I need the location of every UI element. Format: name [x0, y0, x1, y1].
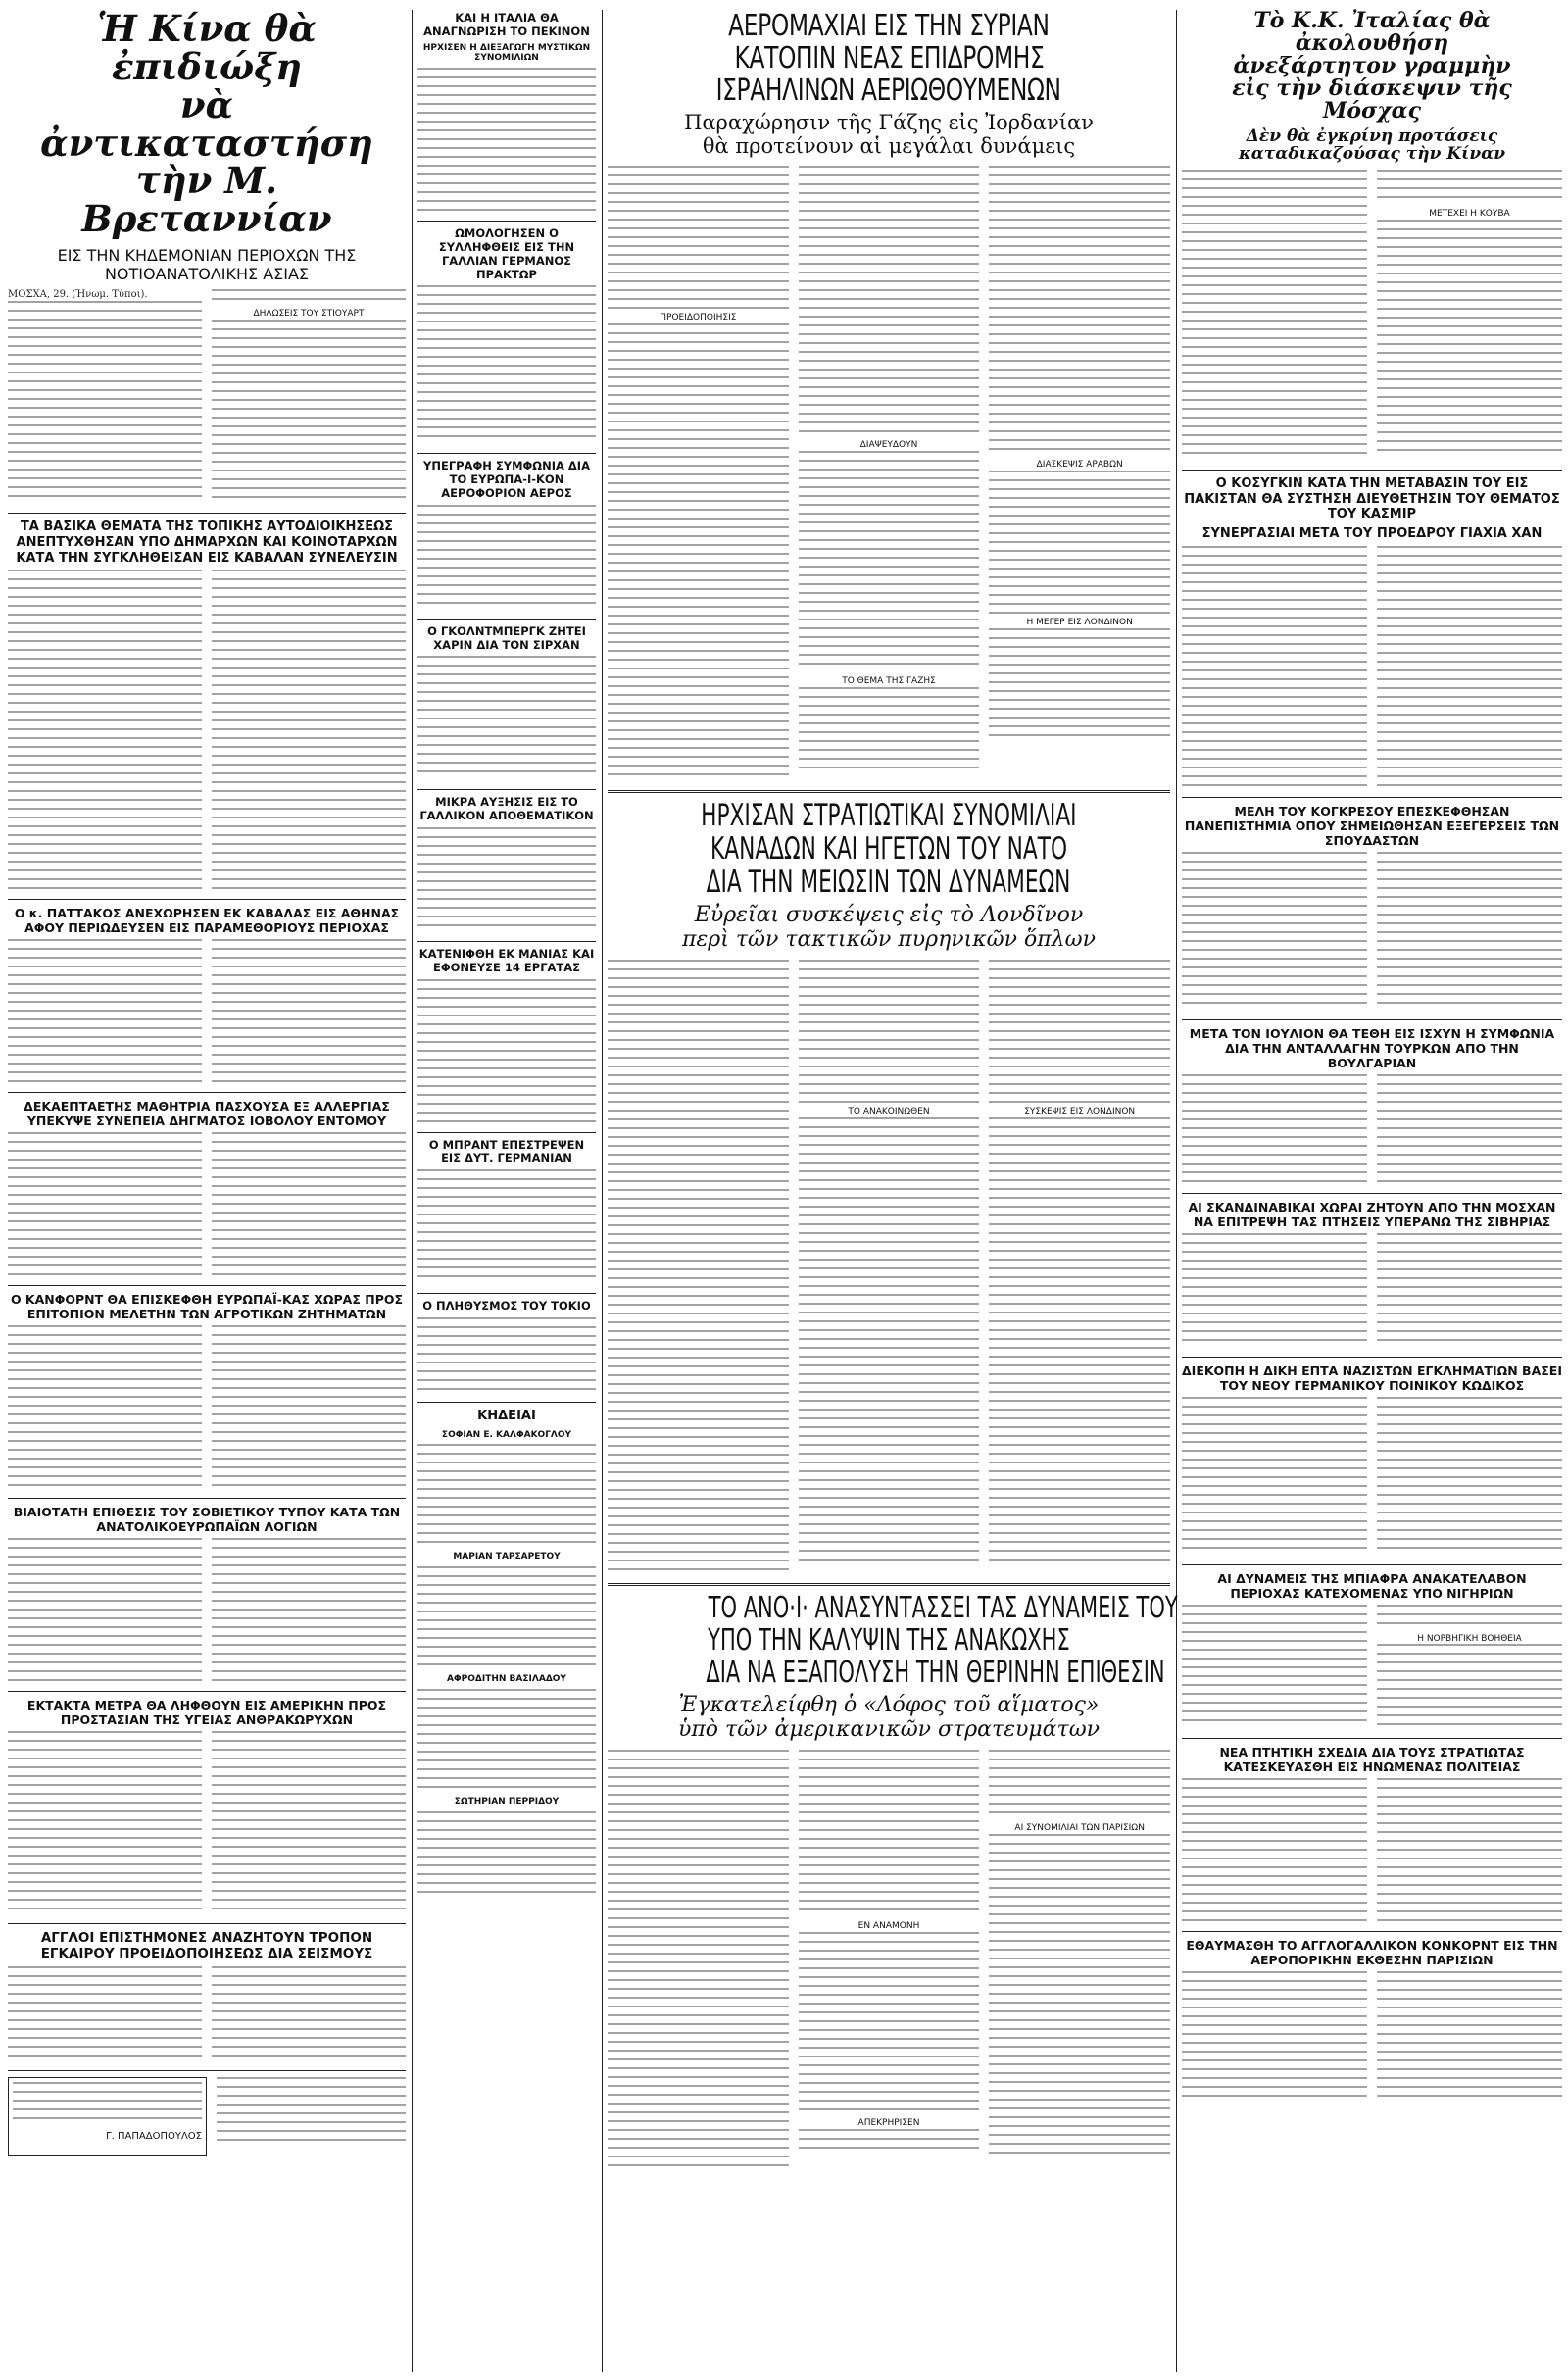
banner-headline	[608, 10, 1170, 107]
notice-box	[8, 2077, 207, 2156]
headline-line: νὰ ἀντικαταστήση	[40, 82, 373, 165]
article-headline: Ο ΜΠΡΑΝΤ ΕΠΕΣΤΡΕΨΕΝ ΕΙΣ ΔΥΤ. ΓΕΡΜΑΝΙΑΝ	[428, 1137, 585, 1165]
headline-line: ΔΙΑ ΝΑ ΕΞΑΠΟΛΥΣΗ ΤΗΝ ΘΕΡΙΝΗΝ ΕΠΙΘΕΣΙΝ	[706, 1656, 1165, 1691]
article-body	[799, 1932, 980, 2118]
column-rule	[602, 10, 603, 2372]
article-body	[608, 960, 789, 1577]
subheadline-line: ὑπὸ τῶν ἀμερικανικῶν στρατευμάτων	[677, 1717, 1101, 1743]
article-body	[212, 1538, 406, 1685]
article-body	[212, 1325, 406, 1492]
article-body	[1377, 1778, 1562, 1925]
lead-headline	[1182, 10, 1562, 123]
article-headline: ΩΜΟΛΟΓΗΣΕΝ Ο ΣΥΛΛΗΦΘΕΙΣ ΕΙΣ ΤΗΝ ΓΑΛΛΙΑΝ ΓΕΡΜΑΝΟΣ ΠΡΑΚΤΩΡ	[438, 226, 575, 281]
article-body	[1377, 220, 1562, 460]
article-body	[417, 1566, 596, 1674]
subheadline-line: Παραχώρησιν τῆς Γάζης εἰς Ἰορδανίαν	[684, 111, 1094, 134]
article-body	[799, 451, 980, 676]
lead-headline	[8, 7, 406, 241]
article-body	[608, 323, 789, 784]
article-body	[1377, 1233, 1562, 1351]
section-subhead: Η ΝΟΡΒΗΓΙΚΗ ΒΟΗΘΕΙΑ	[1417, 1633, 1522, 1644]
headline-line: Τὸ Κ.Κ. Ἰταλίας θὰ ἀκολουθήση	[1253, 8, 1491, 57]
article-headline: Ο ΚΟΣΥΓΚΙΝ ΚΑΤΑ ΤΗΝ ΜΕΤΑΒΑΣΙΝ ΤΟΥ ΕΙΣ ΠΑΚΙΣΤΑΝ ΘΑ ΣΥΣΤΗΣΗ ΔΙΕΥΘΕΤΗΣΙΝ ΤΟΥ ΘΕΜΑΤΟΣ ΤΟΥ ΚΑΣΜΙΡ	[1184, 476, 1560, 522]
article-body	[608, 166, 789, 313]
article-body	[1182, 852, 1367, 1014]
article-subheadline: ΣΥΝΕΡΓΑΣΙΑΙ ΜΕΤΑ ΤΟΥ ΠΡΟΕΔΡΟΥ ΓΙΑΧΙΑ ΧΑΝ	[1201, 525, 1543, 541]
article-body	[417, 1169, 596, 1287]
article-body	[212, 320, 406, 506]
article-headline: ΑΙ ΣΚΑΝΔΙΝΑΒΙΚΑΙ ΧΩΡΑΙ ΖΗΤΟΥΝ ΑΠΟ ΤΗΝ ΜΟΣΧΑΝ ΝΑ ΕΠΙΤΡΕΨΗ ΤΑΣ ΠΤΗΣΕΙΣ ΥΠΕΡΑΝΩ ΤΗΣ ΣΙΒΗΡΙΑΣ	[1188, 1199, 1556, 1229]
section-subhead: ΤΟ ΑΝΑΚΟΙΝΩΘΕΝ	[848, 1107, 930, 1117]
article-body	[417, 1811, 596, 1900]
section-subhead: ΔΙΑΣΚΕΨΙΣ ΑΡΑΒΩΝ	[1036, 460, 1123, 470]
headline-line: ἀνεξάρτητον γραμμὴν	[1233, 53, 1511, 79]
headline-line: εἰς τὴν διάσκεψιν τῆς Μόσχας	[1232, 75, 1512, 124]
column-rule	[412, 10, 413, 2372]
article-headline: ΒΙΑΙΟΤΑΤΗ ΕΠΙΘΕΣΙΣ ΤΟΥ ΣΟΒΙΕΤΙΚΟΥ ΤΥΠΟΥ ΚΑΤΑ ΤΩΝ ΑΝΑΤΟΛΙΚΟΕΥΡΩΠΑΪΩΝ ΛΟΓΙΩΝ	[13, 1505, 401, 1535]
article-body	[212, 289, 406, 309]
article-body	[1182, 1971, 1367, 2104]
article-body	[1182, 1605, 1367, 1732]
article-headline: ΔΕΚΑΕΠΤΑΕΤΗΣ ΜΑΘΗΤΡΙΑ ΠΑΣΧΟΥΣΑ ΕΞ ΑΛΛΕΡΓΙΑΣ ΥΠΕΚΥΨΕ ΣΥΝΕΠΕΙΑ ΔΗΓΜΑΤΟΣ ΙΟΒΟΛΟΥ ΕΝΤΟΜΟΥ	[24, 1099, 390, 1129]
article-body	[417, 1317, 596, 1396]
section-subhead: ΤΟ ΘΕΜΑ ΤΗΣ ΓΑΖΗΣ	[842, 675, 936, 686]
article-body	[1377, 1971, 1562, 2104]
article-headline: ΜΕΛΗ ΤΟΥ ΚΟΓΚΡΕΣΟΥ ΕΠΕΣΚΕΦΘΗΣΑΝ ΠΑΝΕΠΙΣΤΗΜΙΑ ΟΠΟΥ ΣΗΜΕΙΩΘΗΣΑΝ ΕΞΕΓΕΡΣΕΙΣ ΤΩΝ ΣΠΟΥΔΑΣΤΩΝ	[1184, 803, 1560, 848]
article-body	[1182, 1397, 1367, 1559]
article-body	[989, 1750, 1170, 1823]
article-headline: ΤΑ ΒΑΣΙΚΑ ΘΕΜΑΤΑ ΤΗΣ ΤΟΠΙΚΗΣ ΑΥΤΟΔΙΟΙΚΗΣΕΩΣ ΑΝΕΠΤΥΧΘΗΣΑΝ ΥΠΟ ΔΗΜΑΡΧΩΝ ΚΑΙ ΚΟΙΝΟΤΑΡΧΩΝ ΚΑΤΑ ΤΗΝ ΣΥΓΚΛΗΘΕΙΣΑΝ ΕΙΣ ΚΑΒΑΛΑΝ ΣΥΝΕΛΕΥΣΙΝ	[16, 520, 398, 566]
article-body	[417, 979, 596, 1126]
section-subhead: ΑΙ ΣΥΝΟΜΙΛΙΑΙ ΤΩΝ ΠΑΡΙΣΙΩΝ	[1014, 1823, 1145, 1834]
article-headline: ΜΕΤΑ ΤΟΝ ΙΟΥΛΙΟΝ ΘΑ ΤΕΘΗ ΕΙΣ ΙΣΧΥΝ Η ΣΥΜΦΩΝΙΑ ΔΙΑ ΤΗΝ ΑΝΤΑΛΛΑΓΗΝ ΤΟΥΡΚΩΝ ΑΠΟ ΤΗΝ ΒΟΥΛΓΑΡΙΑΝ	[1189, 1025, 1555, 1070]
article-body	[799, 2129, 980, 2158]
banner-headline	[608, 1591, 1178, 1691]
article-headline: ΝΕΑ ΠΤΗΤΙΚΗ ΣΧΕΔΙΑ ΔΙΑ ΤΟΥΣ ΣΤΡΑΤΙΩΤΑΣ ΚΑΤΕΣΚΕΥΑΣΘΗ ΕΙΣ ΗΝΩΜΕΝΑΣ ΠΟΛΙΤΕΙΑΣ	[1219, 1745, 1525, 1775]
column-rule	[1176, 10, 1177, 2372]
article-body	[799, 1117, 980, 1573]
column-left	[8, 0, 406, 2156]
article-body	[799, 687, 980, 775]
column-right	[1182, 0, 1562, 2104]
article-body	[8, 1325, 202, 1492]
article-body	[8, 570, 202, 893]
funeral-name: ΜΑΡΙΑΝ ΤΑΡΣΑΡΕΤΟΥ	[453, 1552, 561, 1562]
article-body	[212, 939, 406, 1086]
column-narrow	[417, 0, 596, 1900]
article-headline: ΑΓΓΛΟΙ ΕΠΙΣΤΗΜΟΝΕΣ ΑΝΑΖΗΤΟΥΝ ΤΡΟΠΟΝ ΕΓΚΑΙΡΟΥ ΠΡΟΕΙΔΟΠΟΙΗΣΕΩΣ ΔΙΑ ΣΕΙΣΜΟΥΣ	[40, 1930, 373, 1962]
column-center	[608, 0, 1178, 2171]
section-subhead: ΔΗΛΩΣΕΙΣ ΤΟΥ ΣΤΙΟΥΑΡΤ	[253, 309, 365, 320]
article-headline: ΥΠΕΓΡΑΦΗ ΣΥΜΦΩΝΙΑ ΔΙΑ ΤΟ ΕΥΡΩΠΑ-Ι-ΚΟΝ ΑΕΡΟΦΟΡΙΟΝ ΑΕΡΟΣ	[423, 459, 590, 500]
article-body	[1182, 1074, 1367, 1187]
article-headline: ΕΚΤΑΚΤΑ ΜΕΤΡΑ ΘΑ ΛΗΦΘΟΥΝ ΕΙΣ ΑΜΕΡΙΚΗΝ ΠΡΟΣ ΠΡΟΣΤΑΣΙΑΝ ΤΗΣ ΥΓΕΙΑΣ ΑΝΘΡΑΚΩΡΥΧΩΝ	[26, 1698, 387, 1728]
article-body	[1377, 1605, 1562, 1634]
notice-signature: Γ. ΠΑΠΑΔΟΠΟΥΛΟΣ	[106, 2130, 202, 2142]
lead-subheadline	[1182, 128, 1562, 164]
article-body	[1377, 1074, 1562, 1187]
banner-subheadline	[608, 1693, 1170, 1742]
article-body	[799, 960, 980, 1107]
article-headline: ΕΘΑΥΜΑΣΘΗ ΤΟ ΑΓΓΛΟΓΑΛΛΙΚΟΝ ΚΟΝΚΟΡΝΤ ΕΙΣ ΤΗΝ ΑΕΡΟΠΟΡΙΚΗΝ ΕΚΘΕΣΗΝ ΠΑΡΙΣΙΩΝ	[1186, 1938, 1558, 1968]
section-subhead: ΑΠΕΚΡΗΡΙΣΕΝ	[858, 2117, 920, 2128]
article-headline: Ο κ. ΠΑΤΤΑΚΟΣ ΑΝΕΧΩΡΗΣΕΝ ΕΚ ΚΑΒΑΛΑΣ ΕΙΣ ΑΘΗΝΑΣ ΑΦΟΥ ΠΕΡΙΩΔΕΥΣΕΝ ΕΙΣ ΠΑΡΑΜΕΘΟΡΙΟΥΣ ΠΕΡΙΟΧΑΣ	[14, 906, 400, 936]
headline-line: ΥΠΟ ΤΗΝ ΚΑΛΥΨΙΝ ΤΗΣ ΑΝΑΚΩΧΗΣ	[708, 1623, 1070, 1659]
article-body	[417, 1689, 596, 1797]
article-headline: Ο ΠΛΗΘΥΣΜΟΣ ΤΟΥ ΤΟΚΙΟ	[422, 1299, 591, 1313]
subheadline-line: Δὲν θὰ ἐγκρίνη προτάσεις	[1246, 126, 1498, 147]
article-headline: Ο ΚΑΝΦΟΡΝΤ ΘΑ ΕΠΙΣΚΕΦΘΗ ΕΥΡΩΠΑΪ-ΚΑΣ ΧΩΡΑΣ ΠΡΟΣ ΕΠΙΤΟΠΙΟΝ ΜΕΛΕΤΗΝ ΤΩΝ ΑΓΡΟΤΙΚΩΝ ΖΗΤΗΜΑΤΩΝ	[10, 1292, 404, 1322]
section-subhead: Η ΜΕΓΕΡ ΕΙΣ ΛΟΝΔΙΝΟΝ	[1026, 617, 1133, 627]
funeral-name: ΣΟΦΙΑΝ Ε. ΚΑΛΦΑΚΟΓΛΟΥ	[441, 1429, 572, 1440]
section-subhead: ΜΕΤΕΧΕΙ Η ΚΟΥΒΑ	[1429, 209, 1510, 220]
subheadline-line: καταδικαζούσας τὴν Κίναν	[1238, 144, 1505, 165]
subheadline-line: Εὐρεῖαι συσκέψεις εἰς τὸ Λονδῖνον	[694, 903, 1084, 928]
article-headline: ΚΑΤΕΝΙΦΘΗ ΕΚ ΜΑΝΙΑΣ ΚΑΙ ΕΦΟΝΕΥΣΕ 14 ΕΡΓΑΤΑΣ	[418, 946, 595, 974]
subheadline-line: Ἐγκατελείφθη ὁ «Λόφος τοῦ αἵματος»	[678, 1693, 1100, 1718]
article-headline: Ο ΓΚΟΛΝΤΜΠΕΡΓΚ ΖΗΤΕΙ ΧΑΡΙΝ ΔΙΑ ΤΟΝ ΣΙΡΧΑΝ	[427, 623, 586, 652]
headline-line: ΑΕΡΟΜΑΧΙΑΙ ΕΙΣ ΤΗΝ ΣΥΡΙΑΝ	[728, 9, 1050, 43]
article-body	[217, 2077, 406, 2154]
headline-line: ΔΙΑ ΤΗΝ ΜΕΙΩΣΙΝ ΤΩΝ ΔΥΝΑΜΕΩΝ	[707, 864, 1071, 900]
article-body	[212, 570, 406, 893]
section-subhead: ΠΡΟΕΙΔΟΠΟΙΗΣΙΣ	[660, 313, 737, 322]
article-body	[1377, 546, 1562, 791]
headline-line: ΚΑΝΑΔΩΝ ΚΑΙ ΗΓΕΤΩΝ ΤΟΥ ΝΑΤΟ	[710, 830, 1068, 867]
lead-subheadline: ΕΙΣ ΤΗΝ ΚΗΔΕΜΟΝΙΑΝ ΠΕΡΙΟΧΩΝ ΤΗΣ ΝΟΤΙΟΑΝΑΤΟΛΙΚΗΣ ΑΣΙΑΣ	[57, 246, 357, 284]
article-body	[1377, 852, 1562, 1014]
article-body	[799, 166, 980, 440]
headline-line: ΚΑΤΟΠΙΝ ΝΕΑΣ ΕΠΙΔΡΟΜΗΣ	[734, 41, 1044, 75]
article-subheadline: ΗΡΧΙΣΕΝ Η ΔΙΕΞΑΓΩΓΗ ΜΥΣΤΙΚΩΝ ΣΥΝΟΜΙΛΙΩΝ	[422, 42, 591, 64]
funerals-heading: ΚΗΔΕΙΑΙ	[477, 1408, 536, 1423]
article-body	[799, 1750, 980, 1921]
funeral-name: ΑΦΡΟΔΙΤΗΝ ΒΑΣΙΛΑΔΟΥ	[447, 1674, 566, 1685]
article-body	[8, 939, 202, 1086]
article-body	[417, 68, 596, 215]
article-headline: ΑΙ ΔΥΝΑΜΕΙΣ ΤΗΣ ΜΠΙΑΦΡΑ ΑΝΑΚΑΤΕΛΑΒΟΝ ΠΕΡΙΟΧΑΣ ΚΑΤΕΧΟΜΕΝΑΣ ΥΠΟ ΝΙΓΗΡΙΩΝ	[1217, 1570, 1527, 1601]
article-body	[1182, 546, 1367, 791]
article-body	[8, 1731, 202, 1917]
article-body	[417, 285, 596, 447]
article-headline: ΚΑΙ Η ΙΤΑΛΙΑ ΘΑ ΑΝΑΓΝΩΡΙΣΗ ΤΟ ΠΕΚΙΝΟΝ	[423, 11, 590, 38]
article-body	[417, 827, 596, 935]
banner-headline	[608, 799, 1170, 899]
subheadline-line: περὶ τῶν τακτικῶν πυρηνικῶν ὅπλων	[682, 927, 1096, 953]
section-subhead: ΔΙΑΨΕΥΔΟΥΝ	[859, 440, 918, 450]
article-body	[212, 1966, 406, 2064]
article-body	[1182, 1233, 1367, 1351]
headline-line: τὴν Μ. Βρεταννίαν	[81, 159, 332, 241]
article-body	[608, 1750, 789, 2171]
section-subhead: ΣΥΣΚΕΨΙΣ ΕΙΣ ΛΟΝΔΙΝΟΝ	[1024, 1107, 1136, 1117]
article-body	[417, 1444, 596, 1552]
article-body	[8, 1966, 202, 2064]
article-body	[1377, 170, 1562, 209]
article-body	[1377, 1397, 1562, 1559]
article-body	[1377, 1644, 1562, 1732]
article-body	[989, 1117, 1170, 1573]
article-body	[417, 505, 596, 613]
article-body	[8, 1132, 202, 1279]
headline-line: ΗΡΧΙΣΑΝ ΣΤΡΑΤΙΩΤΙΚΑΙ ΣΥΝΟΜΙΛΙΑΙ	[701, 797, 1077, 833]
article-body	[212, 1731, 406, 1917]
article-body	[417, 656, 596, 783]
article-body	[989, 471, 1170, 618]
funeral-name: ΣΩΤΗΡΙΑΝ ΠΕΡΡΙΔΟΥ	[454, 1796, 560, 1807]
dateline: ΜΟΣΧΑ, 29. (Ἠνωμ. Τύποι).	[8, 289, 148, 301]
article-body	[989, 628, 1170, 746]
article-body	[8, 1538, 202, 1685]
article-body	[989, 1834, 1170, 2157]
article-body	[8, 301, 202, 507]
article-body	[1182, 170, 1367, 464]
article-headline: ΔΙΕΚΟΠΗ Η ΔΙΚΗ ΕΠΤΑ ΝΑΖΙΣΤΩΝ ΕΓΚΛΗΜΑΤΙΩΝ ΒΑΣΕΙ ΤΟΥ ΝΕΟΥ ΓΕΡΜΑΝΙΚΟΥ ΠΟΙΝΙΚΟΥ ΚΩΔΙΚΟΣ	[1182, 1363, 1562, 1393]
article-body	[989, 960, 1170, 1107]
headline-line: Ἡ Κίνα θὰ ἐπιδιώξη	[97, 7, 317, 88]
article-headline: ΜΙΚΡΑ ΑΥΞΗΣΙΣ ΕΙΣ ΤΟ ΓΑΛΛΙΚΟΝ ΑΠΟΘΕΜΑΤΙΚΟΝ	[419, 795, 594, 823]
headline-line: ΙΣΡΑΗΛΙΝΩΝ ΑΕΡΙΩΘΟΥΜΕΝΩΝ	[716, 74, 1061, 108]
banner-subheadline	[608, 903, 1170, 952]
banner-subheadline	[608, 111, 1170, 158]
article-body	[1182, 1778, 1367, 1925]
article-body	[212, 1132, 406, 1279]
subheadline-line: θὰ προτείνουν αἱ μεγάλαι δυνάμεις	[702, 134, 1076, 158]
headline-line: ΤΟ ΑΝΟ·Ι· ΑΝΑΣΥΝΤΑΣΣΕΙ ΤΑΣ ΔΥΝΑΜΕΙΣ ΤΟΥ	[708, 1591, 1178, 1626]
section-subhead: ΕΝ ΑΝΑΜΟΝΗ	[858, 1921, 920, 1932]
article-body	[989, 166, 1170, 460]
